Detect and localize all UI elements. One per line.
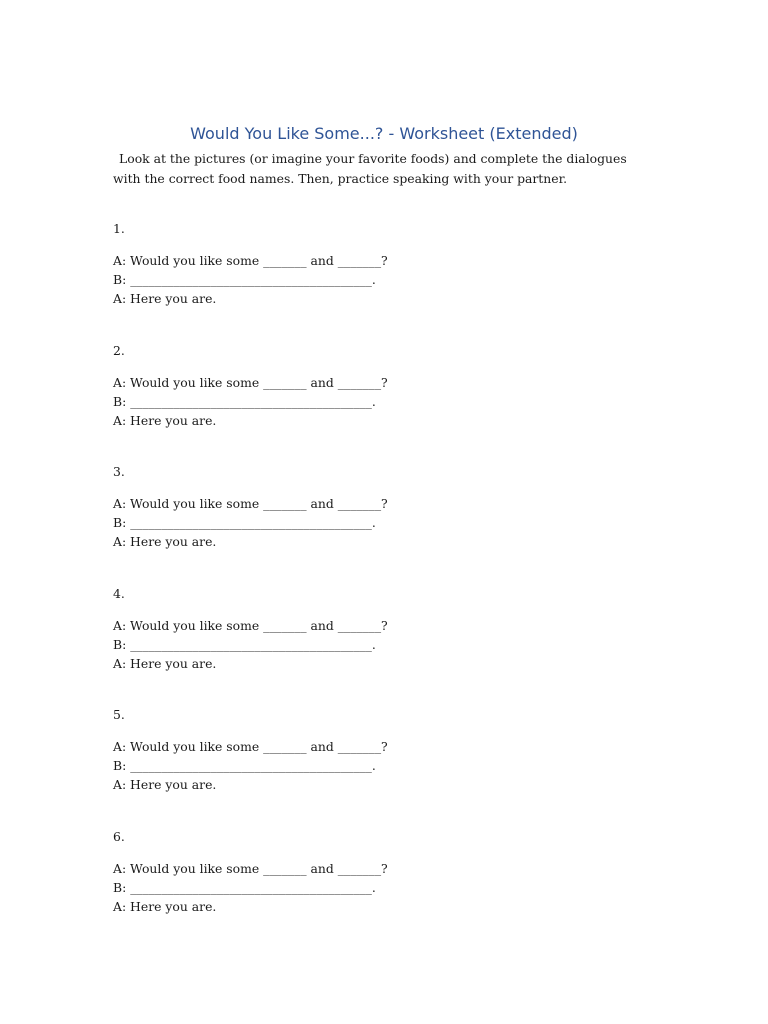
dialogue-line-a: A: Would you like some _______ and _______? [113, 375, 388, 390]
dialogue-line-c: A: Here you are. [113, 534, 217, 549]
worksheet-title: Would You Like Some...? - Worksheet (Extended) [190, 124, 578, 143]
exercise-number: 4. [113, 586, 125, 601]
dialogue-line-b: B: _______________________________________. [113, 272, 376, 287]
dialogue-line-a: A: Would you like some _______ and _______? [113, 739, 388, 754]
dialogue-line-c: A: Here you are. [113, 899, 217, 914]
dialogue-line-a: A: Would you like some _______ and _______? [113, 861, 388, 876]
dialogue-line-c: A: Here you are. [113, 413, 217, 428]
dialogue-line-c: A: Here you are. [113, 777, 217, 792]
dialogue-line-b: B: _______________________________________. [113, 515, 376, 530]
exercise-number: 2. [113, 343, 125, 358]
dialogue-line-c: A: Here you are. [113, 291, 217, 306]
dialogue-line-a: A: Would you like some _______ and _______? [113, 618, 388, 633]
dialogue-line-b: B: _______________________________________. [113, 758, 376, 773]
instructions-paragraph: Look at the pictures (or imagine your favorite foods) and complete the dialogues with the correct food names. Then, practice speaking with your partner. [113, 151, 627, 186]
dialogue-line-a: A: Would you like some _______ and _______? [113, 253, 388, 268]
exercise-number: 5. [113, 707, 125, 722]
dialogue-line-a: A: Would you like some _______ and _______? [113, 496, 388, 511]
exercise-number: 3. [113, 464, 125, 479]
exercise-number: 1. [113, 221, 125, 236]
dialogue-line-b: B: _______________________________________. [113, 880, 376, 895]
dialogue-line-b: B: _______________________________________. [113, 637, 376, 652]
dialogue-line-c: A: Here you are. [113, 656, 217, 671]
exercise-number: 6. [113, 829, 125, 844]
dialogue-line-b: B: _______________________________________. [113, 394, 376, 409]
